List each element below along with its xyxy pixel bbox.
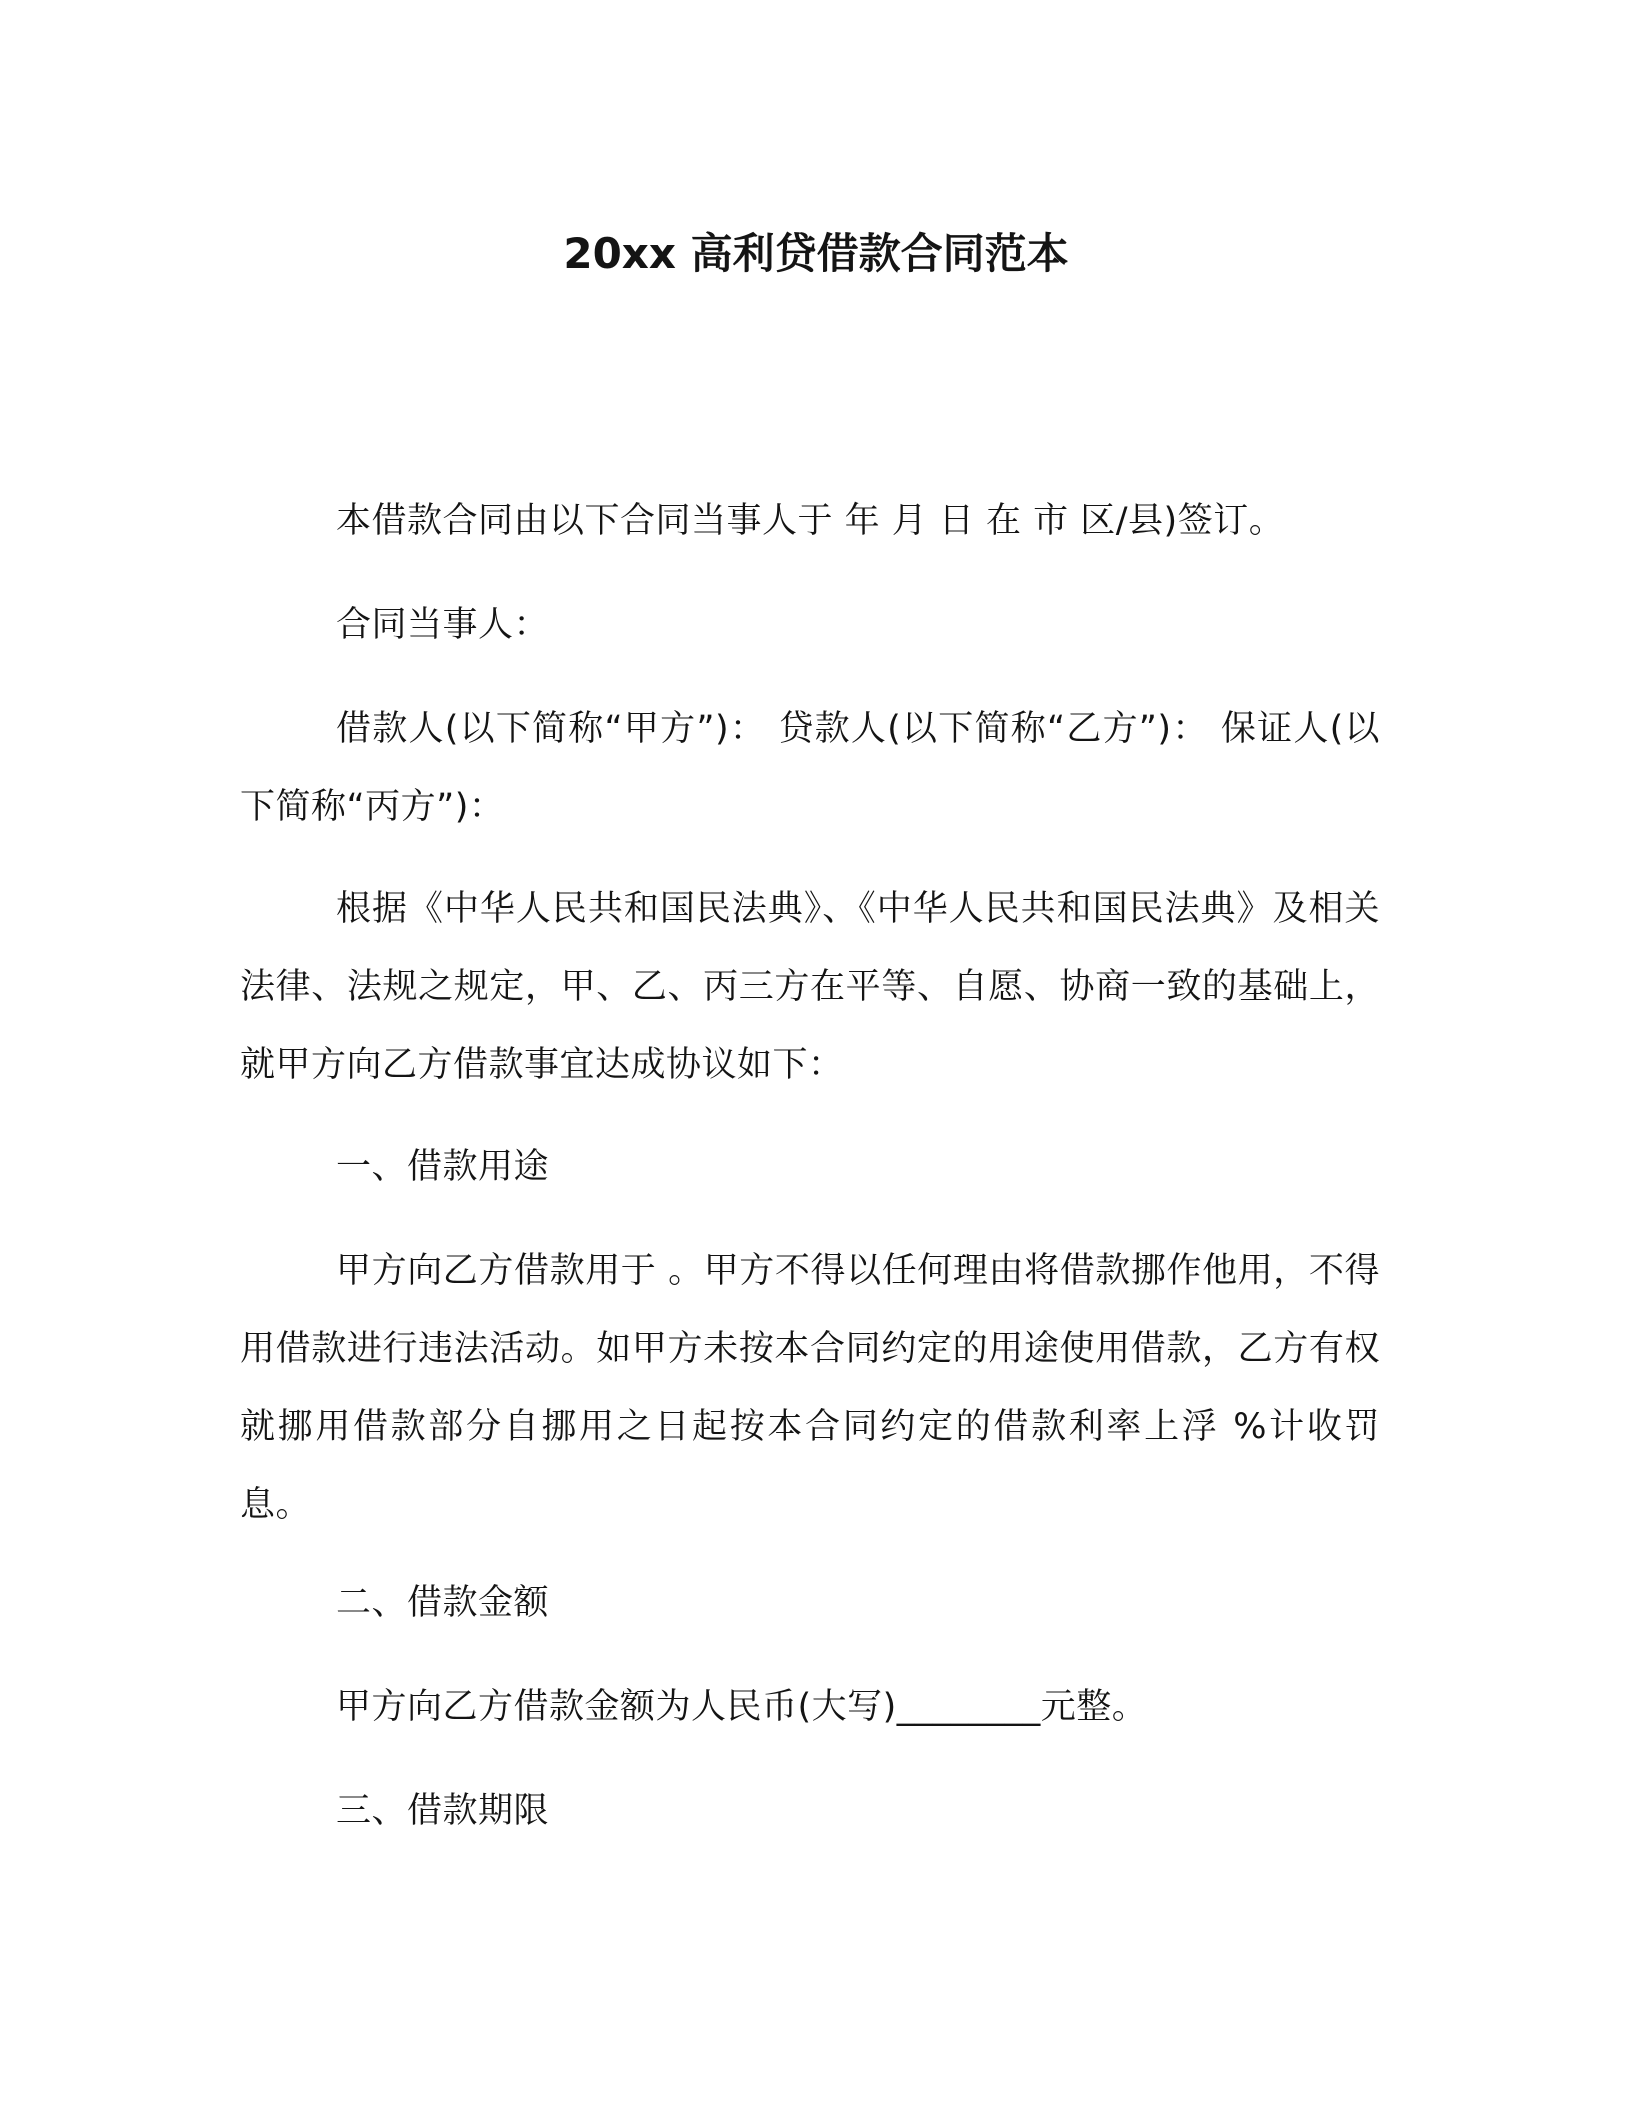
loan-purpose-paragraph: 甲方向乙方借款用于 。甲方不得以任何理由将借款挪作他用，不得用借款进行违法活动。如甲方未按本合同约定的用途使用借款，乙方有权就挪用借款部分自挪用之日起按本合同约定的借款利率上浮 %计收罚息。	[240, 1251, 1380, 1525]
section-heading-loan-amount: 二、借款金额	[336, 1583, 550, 1623]
loan-amount-paragraph: 甲方向乙方借款金额为人民币(大写)________元整。	[336, 1687, 1148, 1727]
parties-detail-paragraph: 借款人(以下简称“甲方”)： 贷款人(以下简称“乙方”)： 保证人(以下简称“丙方”)：	[240, 709, 1380, 827]
intro-paragraph: 本借款合同由以下合同当事人于 年 月 日 在 市 区/县)签订。	[336, 501, 1285, 541]
section-heading-loan-purpose: 一、借款用途	[336, 1147, 550, 1187]
section-heading-loan-term: 三、借款期限	[336, 1791, 550, 1831]
parties-label: 合同当事人：	[336, 605, 550, 645]
document-title: 20xx 高利贷借款合同范本	[563, 229, 1069, 278]
legal-basis-paragraph: 根据《中华人民共和国民法典》、《中华人民共和国民法典》及相关法律、法规之规定，甲、乙、丙三方在平等、自愿、协商一致的基础上，就甲方向乙方借款事宜达成协议如下：	[240, 889, 1380, 1085]
